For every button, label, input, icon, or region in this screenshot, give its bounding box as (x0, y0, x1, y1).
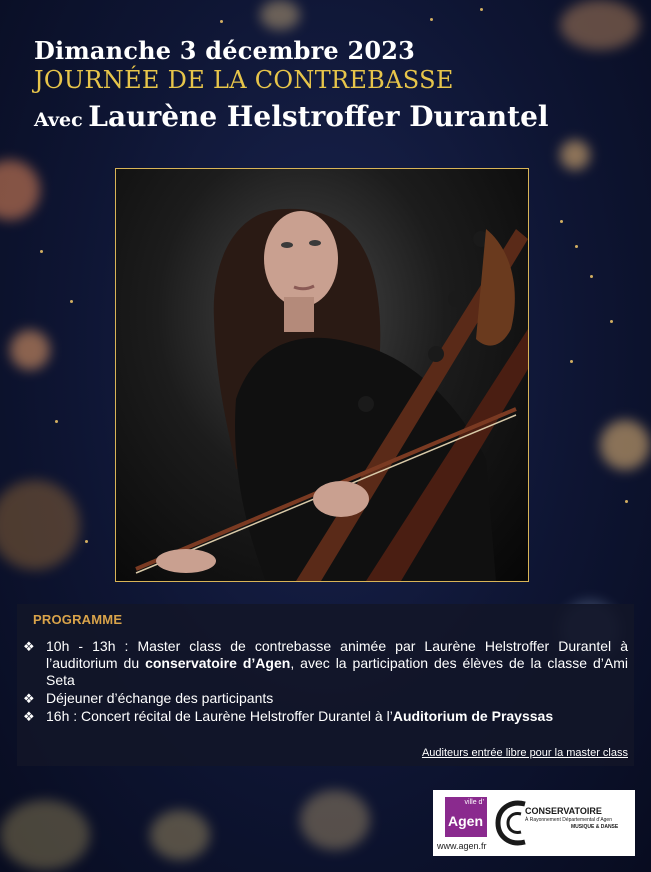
diamond-bullet-icon: ❖ (23, 691, 35, 706)
ville-label: ville d’ (464, 799, 484, 806)
sparkle (55, 420, 58, 423)
item-text: : Master class de contrebasse animée par Laurène Helstroffer Durantel à l’auditorium du (46, 638, 628, 671)
conservatoire-subtitle-2: MUSIQUE & DANSE (571, 824, 619, 830)
item-text: Déjeuner d’échange des participants (46, 690, 274, 706)
conservatoire-subtitle: À Rayonnement Départemental d’Agen (525, 817, 612, 823)
sparkle (625, 500, 628, 503)
conservatoire-title: CONSERVATOIRE (525, 806, 602, 816)
with-prefix: Avec (34, 109, 83, 131)
bokeh-light (300, 790, 370, 850)
programme-panel (17, 604, 634, 766)
bokeh-light (150, 810, 210, 860)
item-time: 10h - 13h (46, 638, 116, 654)
sparkle (85, 540, 88, 543)
sparkle (40, 250, 43, 253)
bokeh-light (600, 420, 650, 470)
bokeh-light (560, 140, 590, 170)
bokeh-light (0, 800, 90, 870)
sparkle (430, 18, 433, 21)
artist-photo (115, 168, 529, 582)
agen-label: Agen (448, 813, 483, 829)
sparkle (610, 320, 613, 323)
conservatoire-logo-icon (495, 798, 529, 848)
free-entry-note: Auditeurs entrée libre pour la master class (421, 747, 628, 759)
item-bold: Auditorium de Prayssas (392, 708, 554, 724)
agen-url: www.agen.fr (437, 841, 487, 851)
diamond-bullet-icon: ❖ (23, 709, 35, 724)
list-item (23, 708, 628, 725)
sparkle (220, 20, 223, 23)
sparkle (480, 8, 483, 11)
sparkle (570, 360, 573, 363)
artist-line (34, 100, 549, 133)
sparkle (575, 245, 578, 248)
bokeh-light (260, 0, 300, 30)
event-title: JOURNÉE DE LA CONTREBASSE (34, 66, 454, 94)
bokeh-light (560, 0, 640, 50)
bokeh-light (10, 330, 50, 370)
ville-agen-logo (445, 797, 487, 837)
event-date: Dimanche 3 décembre 2023 (34, 36, 416, 65)
logos-panel (433, 790, 635, 856)
artist-portrait-illustration (116, 169, 528, 581)
list-item (23, 690, 628, 707)
sparkle (560, 220, 563, 223)
diamond-bullet-icon: ❖ (23, 639, 35, 654)
sparkle (70, 300, 73, 303)
list-item (23, 638, 628, 689)
item-time: 16h (46, 708, 70, 724)
bokeh-light (0, 160, 40, 220)
programme-list (23, 638, 628, 726)
artist-name: Laurène Helstroffer Durantel (88, 100, 549, 133)
item-text-after: , avec la participation des élèves de la classe d’Ami Seta (46, 655, 628, 688)
programme-title: PROGRAMME (33, 612, 123, 627)
sparkle (590, 275, 593, 278)
bokeh-light (0, 480, 80, 570)
item-bold: conservatoire d’Agen (145, 655, 291, 671)
item-text: : Concert récital de Laurène Helstroffer Durantel à l’ (69, 708, 393, 724)
